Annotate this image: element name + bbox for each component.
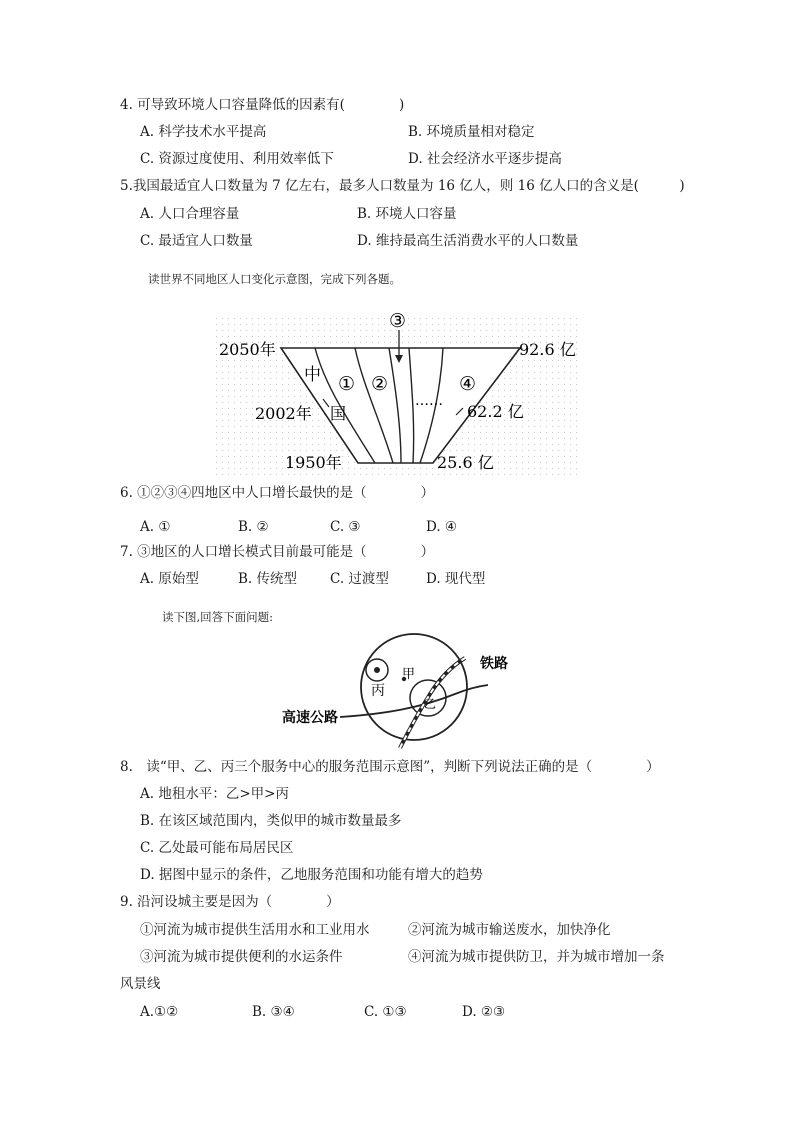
q9-option-a: A.①② <box>140 1004 179 1020</box>
bing-label: 丙 <box>371 683 385 699</box>
q9-option-c: C. ①③ <box>364 1004 407 1020</box>
q9-statement-3: ③河流为城市提供便利的水运条件 <box>140 949 343 965</box>
q4-option-a: A. 科学技术水平提高 <box>140 124 267 140</box>
region-4-label: ④ <box>459 373 477 395</box>
region-1-label: ① <box>338 373 356 395</box>
q9-statement-1: ①河流为城市提供生活用水和工业用水 <box>140 922 370 938</box>
label-926: 92.6 亿 <box>519 340 576 359</box>
ellipsis-label: …… <box>415 393 443 409</box>
q7-stem: 7. ③地区的人口增长模式目前最可能是（ ） <box>120 544 435 560</box>
q5-option-b: B. 环境人口容量 <box>357 206 457 222</box>
service-range-figure <box>280 630 520 750</box>
railway-label: 铁路 <box>480 656 508 672</box>
q7-option-b: B. 传统型 <box>238 571 298 587</box>
q7-option-a: A. 原始型 <box>140 571 199 587</box>
label-zhong: 中 <box>304 365 321 385</box>
population-change-diagram <box>215 305 580 475</box>
jia-label: 甲 <box>402 667 416 682</box>
q8-option-b: B. 在该区域范围内，类似甲的城市数量最多 <box>140 813 402 829</box>
q8-stem: 8. 读“甲、乙、丙三个服务中心的服务范围示意图”，判断下列说法正确的是（ ） <box>120 759 660 775</box>
q7-option-d: D. 现代型 <box>426 571 486 587</box>
q4-stem: 4. 可导致环境人口容量降低的因素有( ) <box>120 97 405 113</box>
q4-option-c: C. 资源过度使用、利用效率低下 <box>140 151 334 167</box>
q9-option-d: D. ②③ <box>462 1004 506 1020</box>
label-622: 62.2 亿 <box>467 402 524 421</box>
label-256: 25.6 亿 <box>437 453 494 472</box>
q5-option-d: D. 维持最高生活消费水平的人口数量 <box>357 233 579 249</box>
label-2050: 2050年 <box>219 340 276 359</box>
q5-stem: 5.我国最适宜人口数量为 7 亿左右，最多人口数量为 16 亿人，则 16 亿人口的含义是( ) <box>120 178 685 194</box>
q9-option-b: B. ③④ <box>252 1004 295 1020</box>
intro-figure-2: 读下图,回答下面问题: <box>162 610 274 624</box>
q9-statement-4: ④河流为城市提供防卫，并为城市增加一条 <box>408 949 665 965</box>
label-2002: 2002年 <box>255 404 312 423</box>
service-range-diagram <box>280 630 520 750</box>
q6-option-c: C. ③ <box>330 519 361 535</box>
q6-option-b: B. ② <box>238 519 269 535</box>
q9-statement-4-cont: 风景线 <box>120 976 161 992</box>
q6-option-a: A. ① <box>140 519 171 535</box>
q7-option-c: C. 过渡型 <box>330 571 389 587</box>
q9-stem: 9. 沿河设城主要是因为（ ） <box>120 894 340 910</box>
q5-option-c: C. 最适宜人口数量 <box>140 233 253 249</box>
population-change-figure <box>215 305 580 475</box>
q5-option-a: A. 人口合理容量 <box>140 206 240 222</box>
q8-option-d: D. 据图中显示的条件，乙地服务范围和功能有增大的趋势 <box>140 867 483 883</box>
q4-option-b: B. 环境质量相对稳定 <box>408 124 535 140</box>
q4-option-d: D. 社会经济水平逐步提高 <box>408 151 562 167</box>
q6-option-d: D. ④ <box>426 519 458 535</box>
q8-option-c: C. 乙处最可能布局居民区 <box>140 840 294 856</box>
region-2-label: ② <box>371 373 389 395</box>
intro-figure-1: 读世界不同地区人口变化示意图，完成下列各题。 <box>148 272 401 286</box>
region-3-label: ③ <box>389 310 407 332</box>
q8-option-a: A. 地租水平：乙>甲>丙 <box>140 786 289 802</box>
q9-statement-2: ②河流为城市输送废水，加快净化 <box>408 922 611 938</box>
label-guo: 国 <box>330 404 347 423</box>
label-1950: 1950年 <box>285 453 342 472</box>
q6-stem: 6. ①②③④四地区中人口增长最快的是（ ） <box>120 485 435 501</box>
highway-label: 高速公路 <box>282 710 338 726</box>
bing-center-dot <box>374 667 380 673</box>
yi-label: 乙 <box>424 697 437 711</box>
